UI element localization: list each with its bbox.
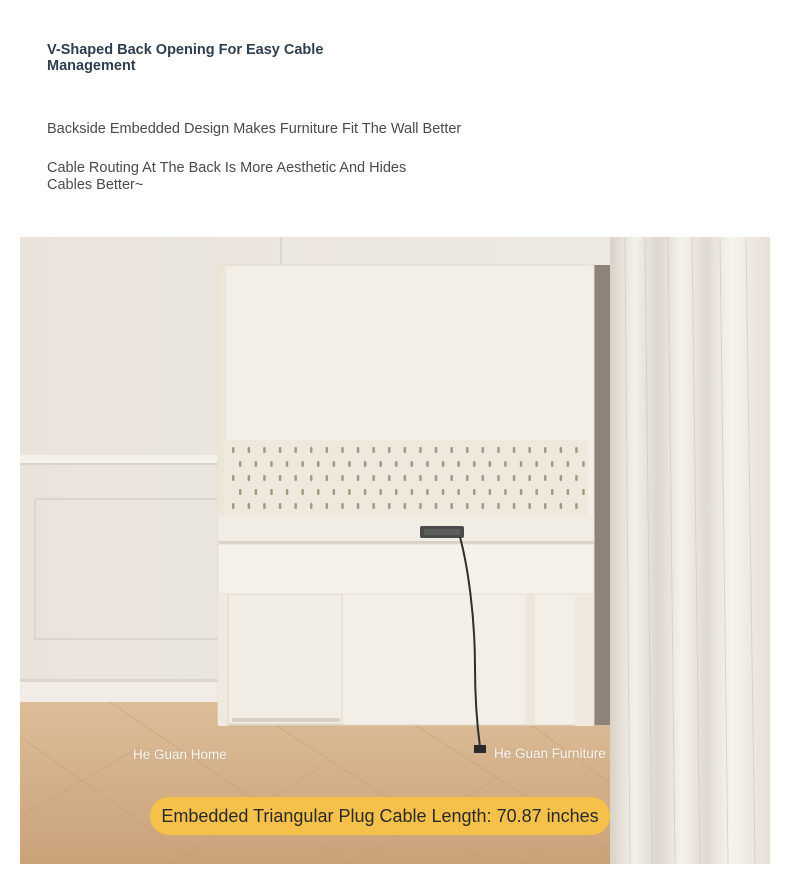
pegboard-hole	[489, 461, 492, 467]
pegboard-hole	[560, 475, 563, 481]
pegboard-hole	[544, 503, 547, 509]
pegboard-hole	[333, 461, 336, 467]
pegboard-hole	[248, 503, 251, 509]
pegboard-hole	[560, 503, 563, 509]
pegboard-hole	[301, 461, 304, 467]
pegboard-hole	[575, 475, 578, 481]
pegboard-hole	[411, 489, 414, 495]
pegboard-hole	[457, 461, 460, 467]
pegboard-hole	[419, 503, 422, 509]
watermark-right: He Guan Furniture	[494, 746, 606, 761]
pegboard-hole	[528, 503, 531, 509]
pegboard-hole	[263, 475, 266, 481]
pegboard-hole	[442, 461, 445, 467]
pegboard-hole	[582, 489, 585, 495]
pegboard-hole	[528, 447, 531, 453]
pegboard-hole	[248, 475, 251, 481]
pegboard-hole	[504, 461, 507, 467]
pegboard-hole	[286, 489, 289, 495]
pegboard-hole	[482, 447, 485, 453]
pegboard-hole	[567, 489, 570, 495]
pegboard-hole	[248, 447, 251, 453]
watermark-left: He Guan Home	[133, 747, 227, 762]
pegboard-hole	[388, 447, 391, 453]
pegboard-hole	[489, 489, 492, 495]
pegboard-hole	[551, 489, 554, 495]
pegboard-hole	[435, 475, 438, 481]
pegboard-hole	[395, 489, 398, 495]
pegboard-hole	[255, 461, 258, 467]
pegboard-hole	[341, 447, 344, 453]
pegboard-hole	[419, 475, 422, 481]
pegboard-hole	[388, 475, 391, 481]
heading: V-Shaped Back Opening For Easy Cable Management	[47, 42, 324, 74]
pegboard-hole	[544, 475, 547, 481]
pegboard-hole	[435, 503, 438, 509]
pegboard-hole	[341, 475, 344, 481]
pegboard-hole	[279, 503, 282, 509]
pegboard-hole	[310, 503, 313, 509]
pegboard-hole	[513, 503, 516, 509]
pegboard-hole	[310, 475, 313, 481]
pegboard-hole	[450, 447, 453, 453]
pegboard-hole	[232, 447, 235, 453]
pegboard-hole	[520, 461, 523, 467]
pegboard-hole	[544, 447, 547, 453]
feature-text-wall-fit: Backside Embedded Design Makes Furniture Fit The Wall Better	[47, 121, 462, 137]
pegboard-hole	[450, 503, 453, 509]
pegboard-hole	[513, 447, 516, 453]
cable-length-banner: Embedded Triangular Plug Cable Length: 70.87 inches	[150, 797, 610, 835]
pegboard-hole	[379, 489, 382, 495]
pegboard-hole	[239, 489, 242, 495]
pegboard-hole	[395, 461, 398, 467]
pegboard-hole	[263, 447, 266, 453]
pegboard-hole	[473, 461, 476, 467]
pegboard-hole	[426, 461, 429, 467]
pegboard-hole	[388, 503, 391, 509]
pegboard-hole	[317, 461, 320, 467]
pegboard-hole	[263, 503, 266, 509]
pegboard-hole	[466, 447, 469, 453]
pegboard-hole	[348, 489, 351, 495]
pegboard-hole	[567, 461, 570, 467]
pegboard-hole	[348, 461, 351, 467]
pegboard-hole	[270, 489, 273, 495]
pegboard-hole	[372, 447, 375, 453]
pegboard-hole	[435, 447, 438, 453]
pegboard-hole	[357, 447, 360, 453]
pegboard-hole	[326, 475, 329, 481]
pegboard-hole	[575, 503, 578, 509]
pegboard-hole	[535, 489, 538, 495]
pegboard-hole	[497, 447, 500, 453]
feature-text-cable-routing: Cable Routing At The Back Is More Aesthetic And Hides Cables Better~	[47, 160, 407, 193]
pegboard-hole	[426, 489, 429, 495]
pegboard-hole	[357, 475, 360, 481]
pegboard-hole	[294, 503, 297, 509]
pegboard-hole	[255, 489, 258, 495]
pegboard-hole	[294, 475, 297, 481]
pegboard-hole	[551, 461, 554, 467]
pegboard-hole	[582, 461, 585, 467]
pegboard-hole	[560, 447, 563, 453]
pegboard-hole	[497, 503, 500, 509]
pegboard-hole	[457, 489, 460, 495]
pegboard-hole	[504, 489, 507, 495]
pegboard-hole	[341, 503, 344, 509]
pegboard-hole	[326, 447, 329, 453]
pegboard-hole	[466, 503, 469, 509]
pegboard-hole	[528, 475, 531, 481]
pegboard-hole	[270, 461, 273, 467]
pegboard-hole	[333, 489, 336, 495]
pegboard-hole	[482, 503, 485, 509]
pegboard-hole	[372, 503, 375, 509]
furniture-illustration	[20, 237, 770, 864]
pegboard-hole	[419, 447, 422, 453]
pegboard-hole	[404, 503, 407, 509]
pegboard-hole	[404, 475, 407, 481]
pegboard-hole	[575, 447, 578, 453]
product-photo	[20, 237, 770, 864]
pegboard-hole	[279, 447, 282, 453]
pegboard-hole	[442, 489, 445, 495]
pegboard-hole	[364, 489, 367, 495]
pegboard-hole	[301, 489, 304, 495]
pegboard-hole	[232, 503, 235, 509]
pegboard-hole	[482, 475, 485, 481]
pegboard-hole	[450, 475, 453, 481]
pegboard-hole	[513, 475, 516, 481]
pegboard-hole	[372, 475, 375, 481]
pegboard-hole	[364, 461, 367, 467]
pegboard-hole	[239, 461, 242, 467]
pegboard-hole	[473, 489, 476, 495]
pegboard-hole	[357, 503, 360, 509]
pegboard-hole	[404, 447, 407, 453]
pegboard-hole	[520, 489, 523, 495]
pegboard-hole	[286, 461, 289, 467]
pegboard-hole	[466, 475, 469, 481]
pegboard-hole	[535, 461, 538, 467]
pegboard-hole	[497, 475, 500, 481]
pegboard-hole	[310, 447, 313, 453]
pegboard-hole	[317, 489, 320, 495]
pegboard-hole	[279, 475, 282, 481]
pegboard-hole	[232, 475, 235, 481]
pegboard-hole	[326, 503, 329, 509]
pegboard-hole	[294, 447, 297, 453]
pegboard-hole	[411, 461, 414, 467]
pegboard-hole	[379, 461, 382, 467]
